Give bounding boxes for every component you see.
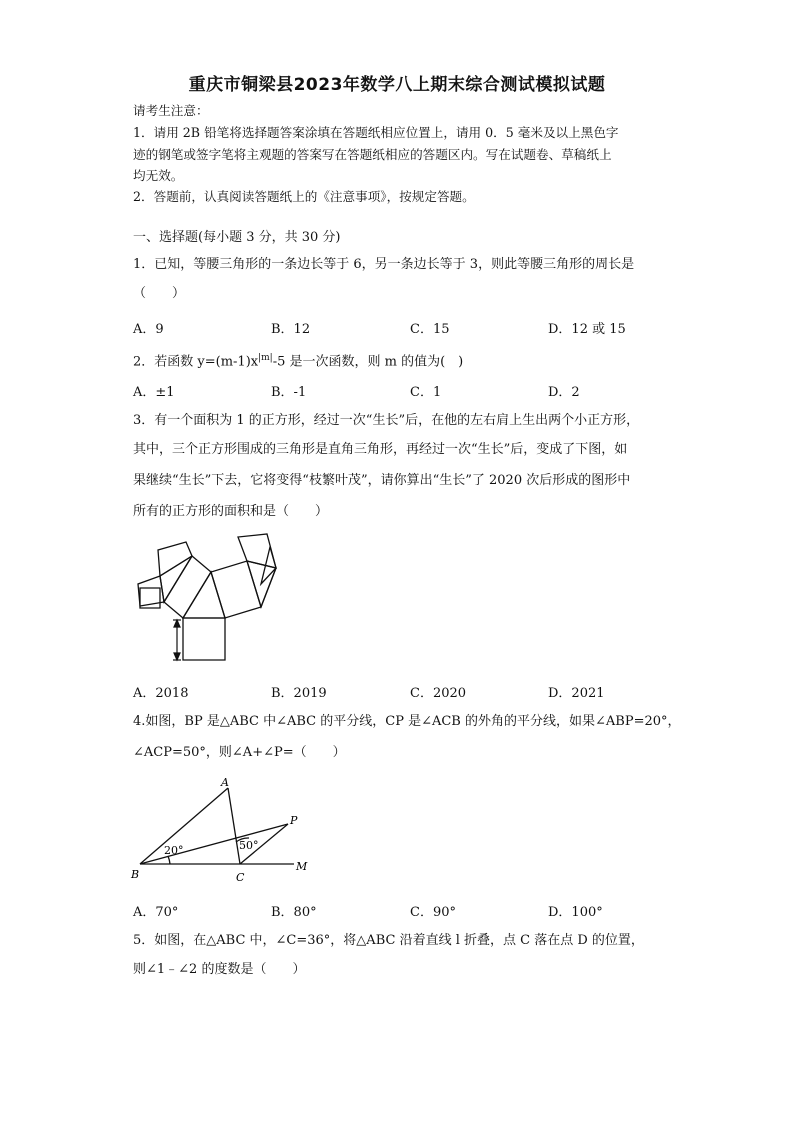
notice-line: 1．请用 2B 铅笔将选择题答案涂填在答题纸相应位置上，请用 0．5 毫米及以上黑色字 <box>133 125 619 140</box>
option-d[interactable]: D．12 或 15 <box>548 322 626 337</box>
right-triangle <box>183 572 225 618</box>
question-4-options <box>133 901 663 920</box>
question-4-text: ∠ACP=50°，则∠A+∠P=（ ） <box>133 745 346 760</box>
notice-line: 迹的钢笔或签字笔将主观题的答案写在答题纸相应的答题区内。写在试题卷、草稿纸上 <box>133 147 612 162</box>
question-2-text <box>133 350 663 370</box>
option-c[interactable]: C．15 <box>410 322 450 337</box>
angle-label-50: 50° <box>239 839 259 852</box>
triangle-bisector-figure <box>128 772 328 887</box>
option-c[interactable]: C．90° <box>410 905 456 920</box>
top-left-square <box>158 542 192 576</box>
question-2-options <box>133 381 663 400</box>
base-square <box>183 618 225 660</box>
side-length-arrow <box>173 620 181 660</box>
notice-line: 均无效。 <box>133 168 184 183</box>
page-title: 重庆市铜梁县2023年数学八上期末综合测试模拟试题 <box>188 75 606 95</box>
label-b: B <box>131 868 140 881</box>
option-c[interactable]: C．1 <box>410 385 442 400</box>
option-b[interactable]: B．2019 <box>271 686 327 701</box>
squares-growth-figure <box>130 532 290 672</box>
question-1-text: 1．已知，等腰三角形的一条边长等于 6，另一条边长等于 3，则此等腰三角形的周长是 <box>133 257 635 272</box>
section-heading: 一、选择题(每小题 3 分，共 30 分) <box>133 230 341 245</box>
option-d[interactable]: D．100° <box>548 905 603 920</box>
label-p: P <box>290 814 298 827</box>
option-b[interactable]: B．12 <box>271 322 311 337</box>
left-triangle-2 <box>160 556 192 602</box>
question-1-text: （ ） <box>133 286 186 301</box>
angle-label-20: 20° <box>164 844 184 857</box>
question-4-text: 4.如图，BP 是△ABC 中∠ABC 的平分线，CP 是∠ACB 的外角的平分线，如果∠ABP=20°， <box>133 714 681 729</box>
right-medium-square <box>211 561 261 618</box>
label-m: M <box>296 860 308 873</box>
option-d[interactable]: D．2 <box>548 385 580 400</box>
segment-ac <box>228 788 240 864</box>
question-5-text: 则∠1﹣∠2 的度数是（ ） <box>133 962 306 977</box>
question-2-stem-end: -5 是一次函数，则 m 的值为( ) <box>272 354 464 370</box>
option-b[interactable]: B．-1 <box>271 385 307 400</box>
question-3-options <box>133 682 663 701</box>
question-3-text: 3．有一个面积为 1 的正方形，经过一次“生长”后，在他的左右肩上生出两个小正方形， <box>133 413 640 428</box>
option-b[interactable]: B．80° <box>271 905 317 920</box>
option-a[interactable]: A．2018 <box>133 686 189 701</box>
question-3-text: 所有的正方形的面积和是（ ） <box>133 504 329 519</box>
top-right-square-a <box>238 534 276 568</box>
left-medium-square <box>164 556 211 618</box>
angle-arc-b <box>168 856 170 864</box>
option-a[interactable]: A．9 <box>133 322 164 337</box>
label-c: C <box>236 871 245 884</box>
option-d[interactable]: D．2021 <box>548 686 605 701</box>
option-a[interactable]: A．±1 <box>133 385 175 400</box>
notice-line: 2．答题前，认真阅读答题纸上的《注意事项》，按规定答题。 <box>133 189 475 204</box>
option-a[interactable]: A．70° <box>133 905 179 920</box>
notice-heading: 请考生注意： <box>133 103 209 118</box>
question-5-text: 5．如图，在△ABC 中，∠C=36°，将△ABC 沿着直线 l 折叠，点 C 落在点 D 的位置， <box>133 933 644 948</box>
label-a: A <box>221 776 229 789</box>
exponent: |m| <box>258 353 273 363</box>
question-3-text: 其中，三个正方形围成的三角形是直角三角形，再经过一次“生长”后，变成了下图，如 <box>133 442 628 457</box>
question-1-options <box>133 318 663 337</box>
question-3-text: 果继续“生长”下去，它将变得“枝繁叶茂”，请你算出“生长”了 2020 次后形成的图形中 <box>133 473 631 488</box>
option-c[interactable]: C．2020 <box>410 686 467 701</box>
question-2-stem: 2．若函数 y=(m-1)x <box>133 354 259 370</box>
